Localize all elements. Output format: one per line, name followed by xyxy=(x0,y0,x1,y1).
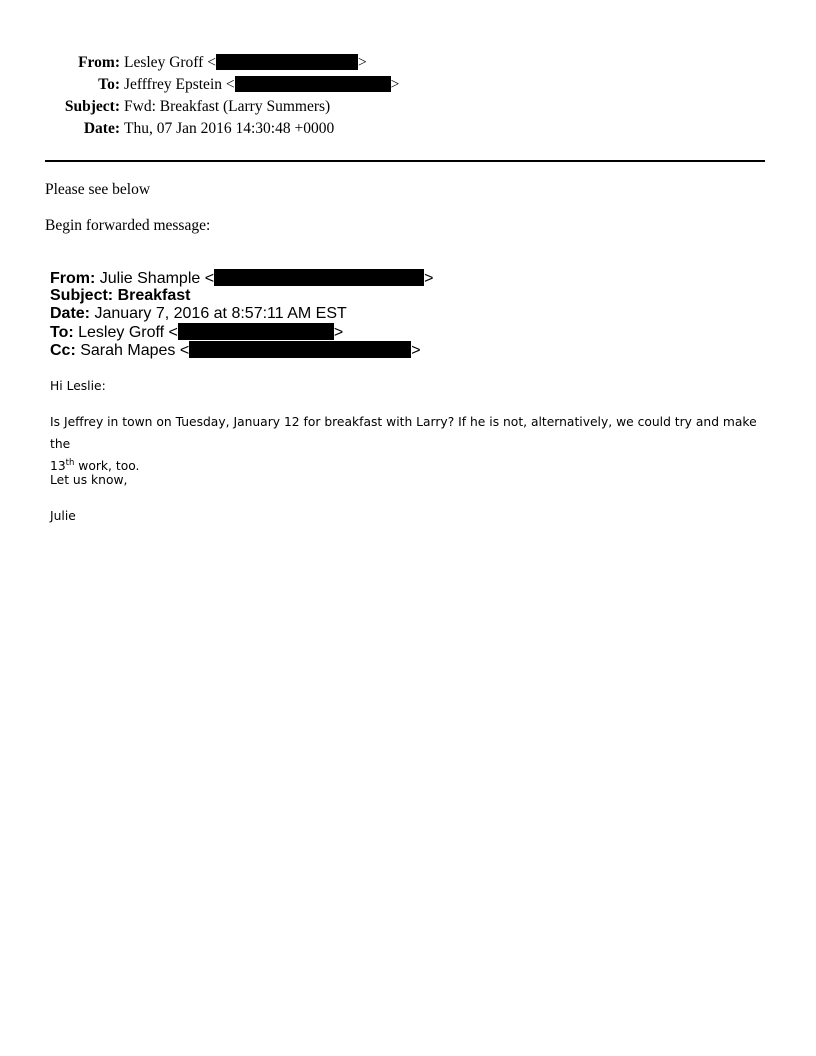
fwd-para-end: work, too. xyxy=(74,459,140,473)
fwd-date-suffix: th xyxy=(65,458,75,468)
fwd-date-number: 13 xyxy=(50,459,66,473)
fwd-subject-row xyxy=(50,287,433,305)
fwd-to-row xyxy=(50,323,433,341)
fwd-subject-value: Breakfast xyxy=(113,287,191,304)
outer-date-value: Thu, 07 Jan 2016 14:30:48 +0000 xyxy=(124,120,335,137)
redaction-block xyxy=(216,54,358,70)
outer-from-close: > xyxy=(357,54,367,71)
forwarded-email-header xyxy=(50,269,433,359)
outer-to-row xyxy=(0,74,399,96)
outer-date-row xyxy=(0,118,399,140)
outer-body-line-1: Please see below xyxy=(45,181,151,198)
outer-date-label: Date: xyxy=(83,120,120,137)
fwd-cc-label: Cc: xyxy=(50,342,76,359)
fwd-to-name: Lesley Groff < xyxy=(73,324,178,341)
outer-from-value xyxy=(124,52,367,74)
redaction-block xyxy=(235,76,391,92)
outer-to-name: Jefffrey Epstein < xyxy=(124,76,235,93)
redaction-block xyxy=(189,341,411,358)
fwd-from-label: From: xyxy=(50,270,96,287)
fwd-main-paragraph xyxy=(50,411,770,477)
fwd-date-label: Date: xyxy=(50,305,91,322)
fwd-subject-label: Subject: xyxy=(50,287,114,304)
fwd-signature: Julie xyxy=(50,509,76,523)
fwd-date-value: January 7, 2016 at 8:57:11 AM EST xyxy=(90,305,347,322)
header-divider xyxy=(45,160,765,162)
redaction-block xyxy=(178,323,334,340)
outer-from-name: Lesley Groff < xyxy=(124,54,216,71)
outer-to-value xyxy=(124,74,399,96)
fwd-main-paragraph-line-1: Is Jeffrey in town on Tuesday, January 12 for breakfast with Larry? If he is not, alternatively, we could try and make the xyxy=(50,415,757,451)
redaction-block xyxy=(214,269,424,286)
outer-email-header xyxy=(0,52,399,140)
fwd-to-label: To: xyxy=(50,324,74,341)
fwd-date-row xyxy=(50,305,433,323)
outer-subject-row xyxy=(0,96,399,118)
fwd-to-close: > xyxy=(333,324,344,341)
outer-from-label: From: xyxy=(78,54,120,71)
fwd-cc-name: Sarah Mapes < xyxy=(75,342,190,359)
fwd-from-name: Julie Shample < xyxy=(95,270,215,287)
outer-subject-label: Subject: xyxy=(64,98,120,115)
fwd-greeting: Hi Leslie: xyxy=(50,379,106,393)
fwd-cc-row xyxy=(50,341,433,359)
outer-to-close: > xyxy=(390,76,400,93)
outer-subject-value: Fwd: Breakfast (Larry Summers) xyxy=(124,98,331,115)
outer-body-line-2: Begin forwarded message: xyxy=(45,217,211,234)
fwd-from-close: > xyxy=(424,270,434,287)
fwd-signoff: Let us know, xyxy=(50,473,128,487)
outer-from-row xyxy=(0,52,399,74)
fwd-from-row xyxy=(50,269,433,287)
outer-to-label: To: xyxy=(98,76,120,93)
fwd-cc-close: > xyxy=(411,342,421,359)
